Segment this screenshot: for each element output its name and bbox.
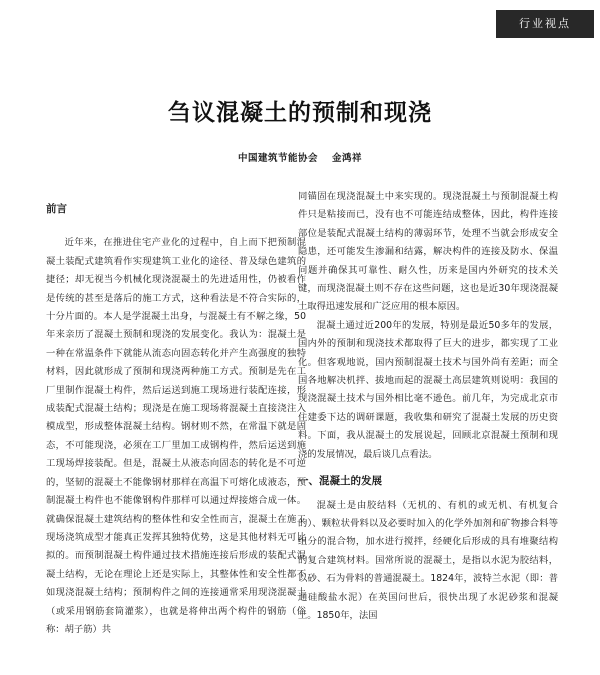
paragraph: 近年来，在推进住宅产业化的过程中，自上而下把预制混凝土装配式建筑看作实现建筑工业化的途径、普及绿色建筑的捷径；却无视当今机械化现浇混凝土的先进适用性，仍被看作是传统的甚至是落后的施工方式，这种看法是不符合实际的，十分片面的。本人是学混凝土出身，与混凝土有不解之缘，50年来亲历了混凝土预制和现浇的发展变化。我认为：混凝土是一种在常温条件下就能从流态向固态转化并产生高强度的独特材料，因此就形成了预制和现浇两种施工方式。预制是先在工厂里制作混凝土构件，然后运送到施工现场进行装配连接，形成装配式混凝土结构；现浇是在施工现场将混凝土直接浇注入模成型，形成整体混凝土结构。钢材则不然，在常温下就是固态，不可能现浇，必须在工厂里加工成钢构件，然后运送到施工现场焊接装配。但是，混凝土从液态向固态的转化是不可逆的，坚韧的混凝土不能像钢材那样在高温下可熔化成液态，预制混凝土构件也不能像钢构件那样可以通过焊接熔合成一体。就确保混凝土建筑结构的整体性和安全性而言，混凝土在施工现场浇筑成型才能真正发挥其独特优势，这是其他材料无可比拟的。而预制混凝土构件通过技术措施连接后形成的装配式混凝土结构，无论在理论上还是实际上，其整体性和安全性都不如现浇混凝土结构；预制构件之间的连接通常采用现浇混凝土（或采用钢筋套筒灌浆），也就是将伸出两个构件的钢筋（俗称：胡子筋）共 [46, 237, 306, 635]
right-column [298, 188, 558, 625]
section-heading-development: 一、混凝土的发展 [298, 475, 382, 488]
author-organization: 中国建筑节能协会 [237, 153, 318, 164]
byline [0, 150, 600, 164]
paragraph-continued: 同锚固在现浇混凝土中来实现的。现浇混凝土与预制混凝土构件只是粘接而已，没有也不可能连结成整体，因此，构件连接部位是装配式混凝土结构的薄弱环节，处理不当就会形成安全隐患，还可能发生渗漏和结露，解决构件的连接及防水、保温问题并确保其可靠性、耐久性，历来是国内外研究的技术关键，而现浇混凝土则不存在这些问题，这也是近30年现浇混凝土取得迅速发展和广泛应用的根本原因。 [298, 191, 558, 313]
author-name: 金鸿祥 [332, 153, 363, 164]
section-heading-preface: 前言 [46, 203, 67, 215]
paragraph: 混凝土通过近200年的发展，特别是最近50多年的发展，国内外的预制和现浇技术都取得了巨大的进步，都实现了工业化。但客观地说，国内预制混凝土技术与国外尚有差距；而全国各地解决机拌、拔地而起的混凝土高层建筑则说明：我国的现浇混凝土技术与国外相比毫不逊色。前几年，为完成北京市住建委下达的调研课题，我收集和研究了混凝土发展的历史资料。下面，我从混凝土的发展说起，回顾北京混凝土预制和现浇的发展情况，最后谈几点看法。 [298, 319, 558, 460]
left-column [46, 188, 306, 639]
paragraph: 混凝土是由胶结料（无机的、有机的或无机、有机复合的）、颗粒状骨料以及必要时加入的化学外加剂和矿物掺合料等组分的混合物，加水进行搅拌，经硬化后形成的具有堆聚结构的复合建筑材料。国常所说的混凝土，是指以水泥为胶结料，以砂、石为骨料的普通混凝土。1824年，波特兰水泥（即：普通硅酸盐水泥）在英国问世后，很快出现了水泥砂浆和混凝土。1850年，法国 [298, 499, 558, 621]
article-title: 刍议混凝土的预制和现浇 [168, 100, 432, 126]
section-tag: 行业视点 [496, 10, 594, 38]
